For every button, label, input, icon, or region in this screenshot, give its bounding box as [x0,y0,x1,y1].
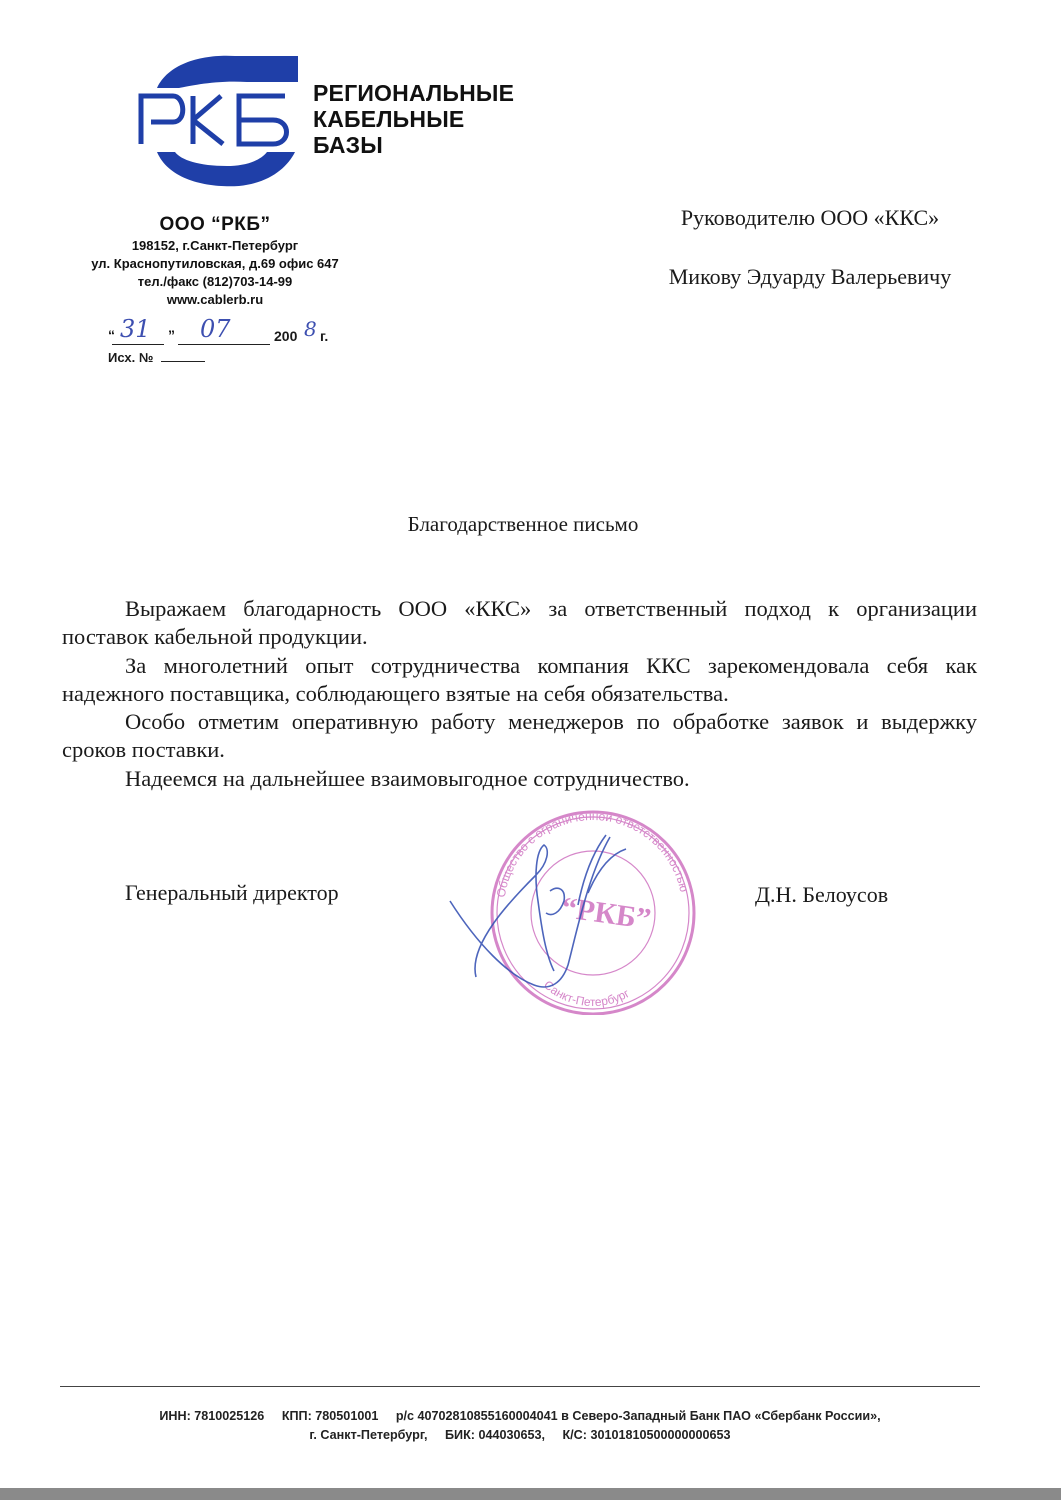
recipient-line-2: Микову Эдуарду Валерьевичу [668,264,952,289]
outgoing-label: Исх. № [108,350,154,365]
date-month: 07 [200,315,231,343]
date-line: “ 31 ” 07 200 8 г. [108,315,329,344]
sender-phone: тел./факс (812)703-14-99 [137,274,293,289]
date-day: 31 [120,315,151,343]
signatory-name: Д.Н. Белоусов [755,882,889,907]
svg-text:Санкт-Петербург [541,978,632,1009]
sender-address-1: 198152, г.Санкт-Петербург [131,238,299,253]
paragraph: За многолетний опыт сотрудничества компания ККС зарекомендовала себя как надежного поставщика, соблюдающего взятые на себя обязательства. [62,652,977,706]
footer-bik: БИК: 044030653, [444,1428,545,1442]
company-stamp [438,805,708,1015]
date-year-hand: 8 [304,317,317,341]
footer-divider [60,1386,980,1387]
logo-line-3: БАЗЫ [313,132,383,158]
paragraph: Надеемся на дальнейшее взаимовыгодное сотрудничество. [125,765,690,791]
footer-ks: К/С: 30101810500000000653 [562,1428,731,1442]
sender-website: www.cablerb.ru [166,292,264,307]
paragraph: Особо отметим оперативную работу менеджеров по обработке заявок и выдержку сроков поставки. [62,709,977,763]
outgoing-number [108,350,205,365]
footer-inn: ИНН: 7810025126 [159,1409,265,1423]
paragraph: Выражаем благодарность ООО «ККС» за ответственный подход к организации поставок кабельной продукции. [62,596,977,650]
stamp-city-text: Санкт-Петербург [541,977,632,1010]
footer-requisites [60,1407,980,1445]
letter-body [62,595,977,793]
signatory-position: Генеральный директор [125,880,339,905]
letter-title: Благодарственное письмо [407,512,639,536]
sender-address-2: ул. Краснопутиловская, д.69 офис 647 [91,256,339,271]
footer-city: г. Санкт-Петербург, [309,1428,428,1442]
date-year-prefix: 200 [274,328,298,344]
date-suffix: г. [320,328,329,344]
logo-wordmark [313,80,514,158]
sender-company: ООО “РКБ” [159,214,271,235]
logo-line-2: КАБЕЛЬНЫЕ [313,106,465,132]
recipient-block [600,203,1020,292]
rkb-logo-icon [135,52,300,190]
sender-block [60,213,370,309]
stamp-center-text: “РКБ” [559,890,654,937]
scan-bottom-edge [0,1488,1061,1500]
stamp-ring-text: Общество с ограниченной ответственностью [493,808,692,899]
footer-kpp: КПП: 780501001 [281,1409,379,1423]
footer-account: р/с 40702810855160004041 в Северо-Западный Банк ПАО «Сбербанк России», [395,1409,881,1423]
recipient-line-1: Руководителю ООО «ККС» [680,205,940,230]
logo-line-1: РЕГИОНАЛЬНЫЕ [313,80,515,106]
